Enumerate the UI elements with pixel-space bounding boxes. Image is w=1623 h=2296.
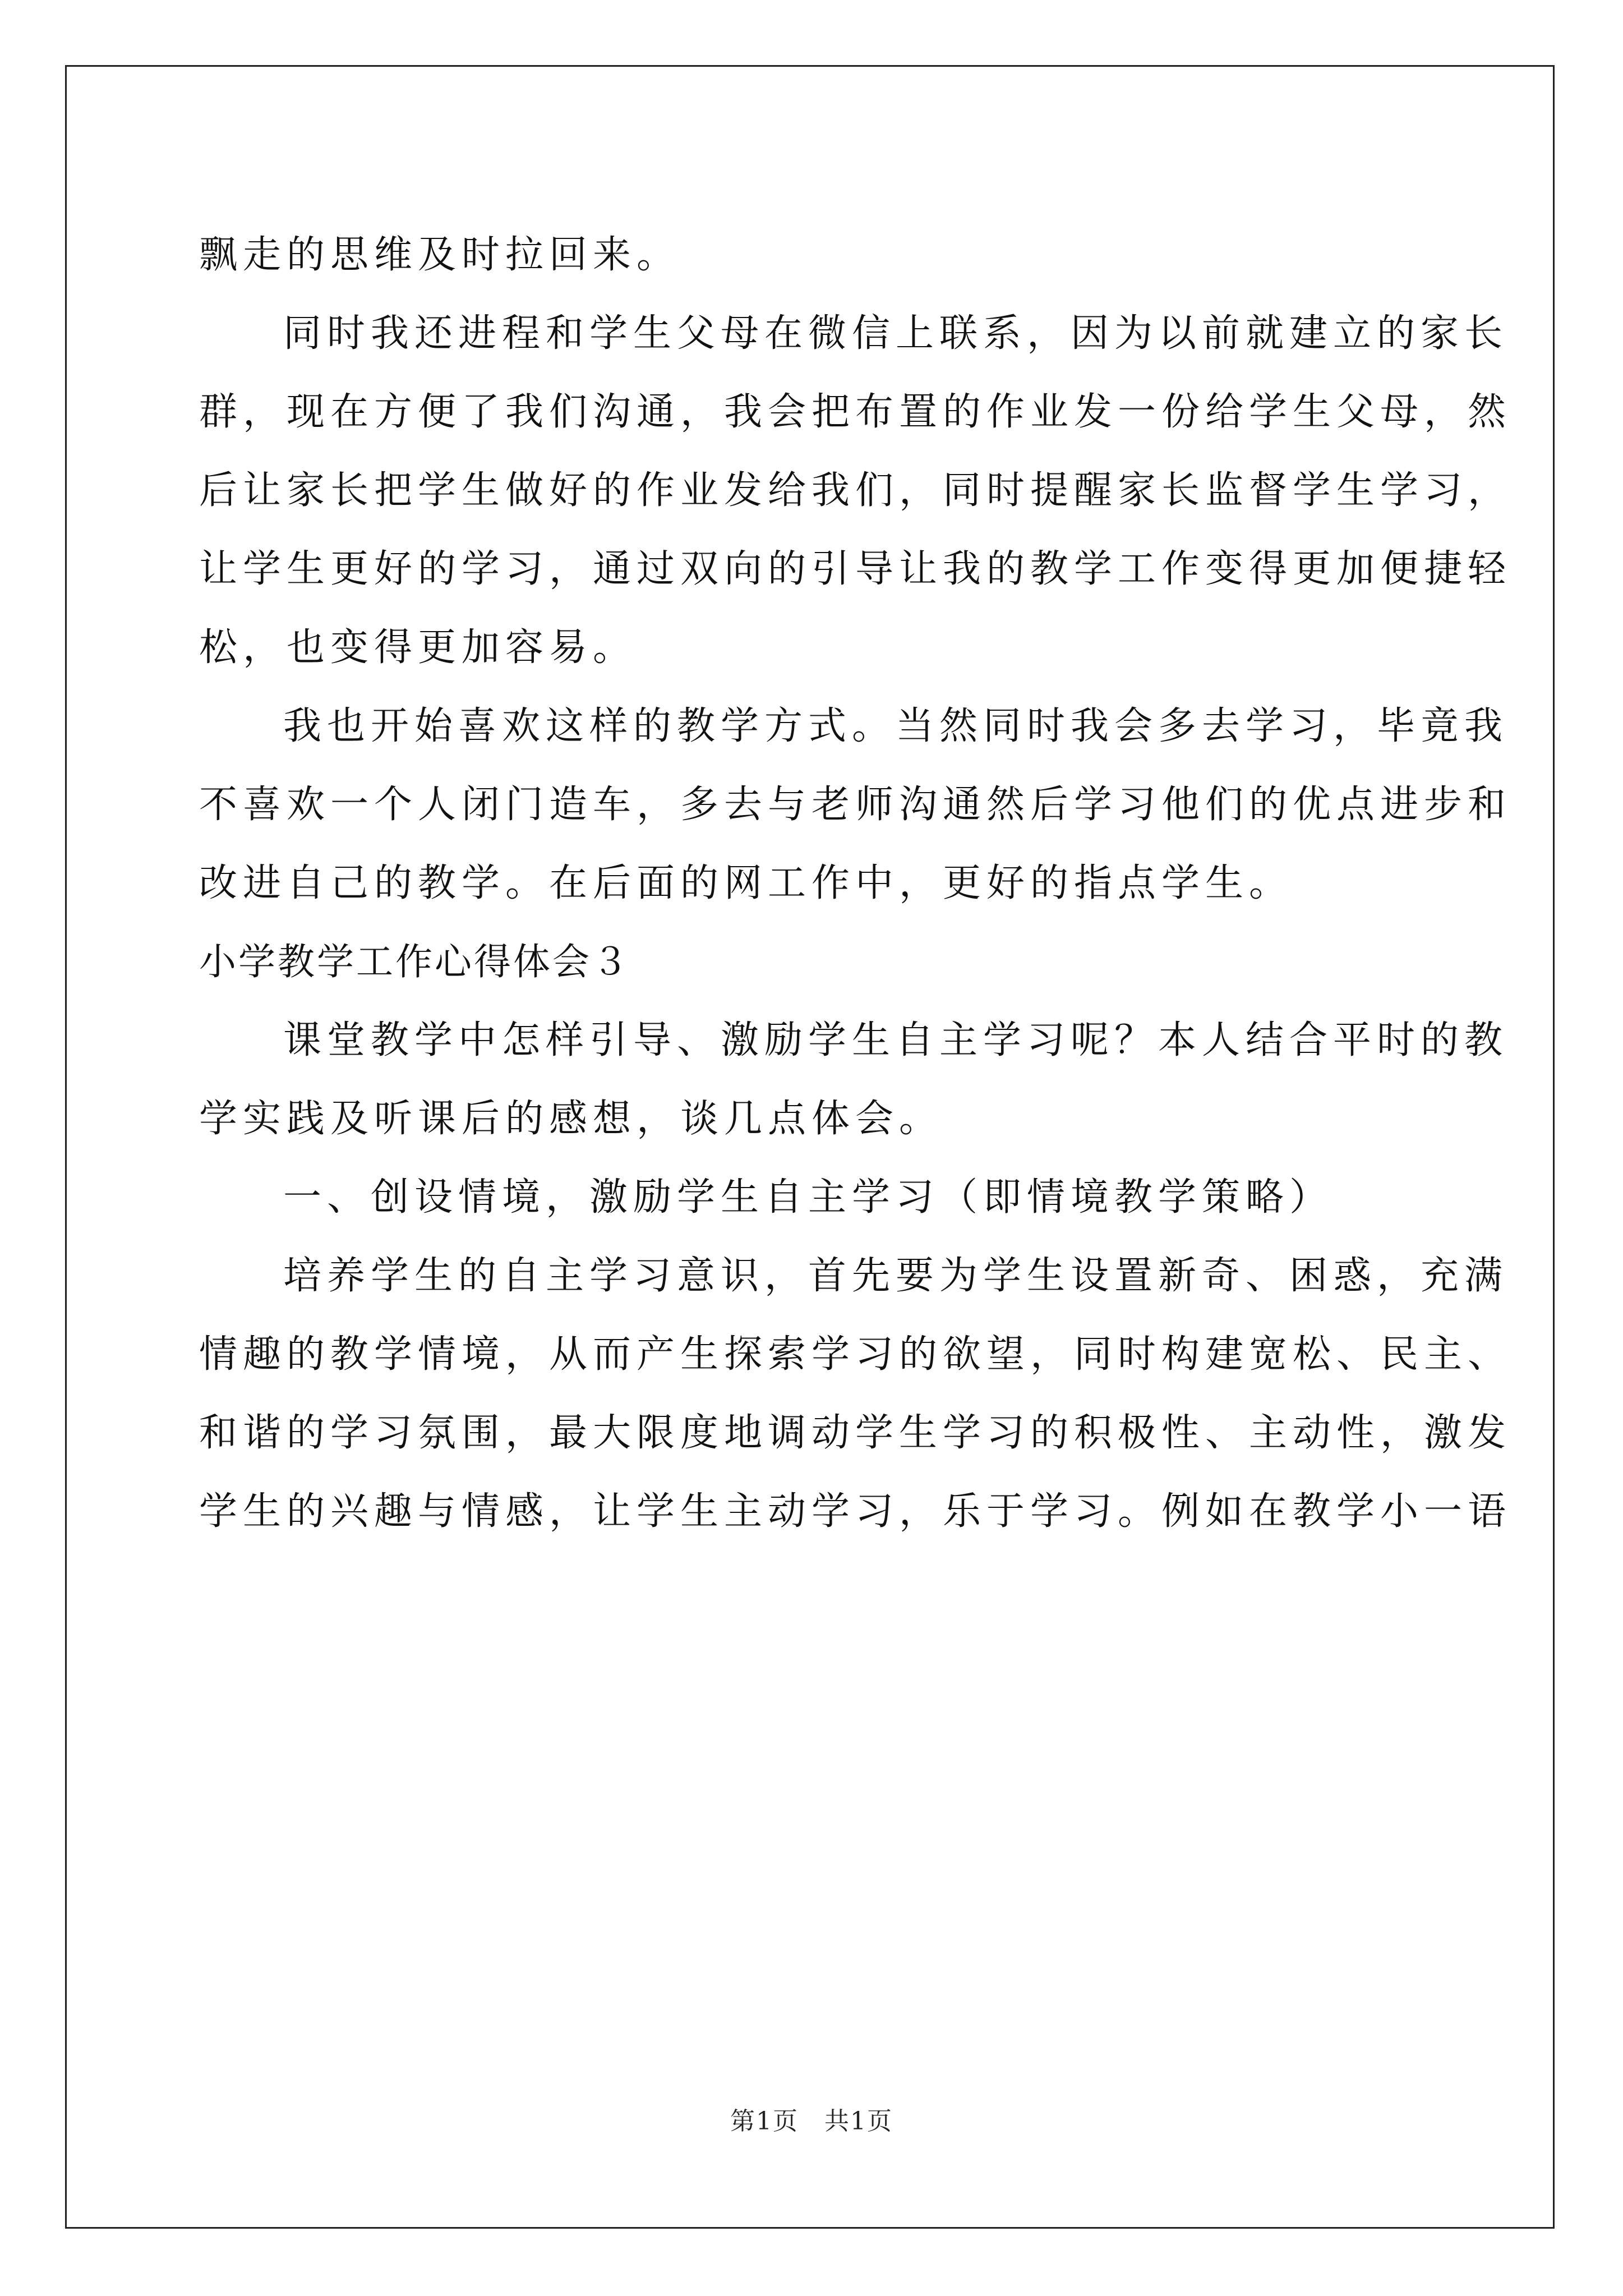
text-line-15: 情趣的教学情境，从而产生探索学习的欲望，同时构建宽松、民主、: [199, 1332, 1512, 1377]
text-line-1: 飘走的思维及时拉回来。: [199, 233, 681, 277]
text-line-6: 松，也变得更加容易。: [199, 625, 637, 670]
text-line-16: 和谐的学习氛围，最大限度地调动学生学习的积极性、主动性，激发: [199, 1411, 1512, 1455]
text-line-3: 群，现在方便了我们沟通，我会把布置的作业发一份给学生父母，然: [199, 390, 1512, 434]
text-line-8: 不喜欢一个人闭门造车，多去与老师沟通然后学习他们的优点进步和: [199, 783, 1512, 827]
page-number-footer: 第1页 共1页: [730, 2107, 893, 2136]
document-body: [199, 216, 1512, 1551]
text-line-9: 改进自己的教学。在后面的网工作中，更好的指点学生。: [199, 861, 1293, 905]
text-line-17: 学生的兴趣与情感，让学生主动学习，乐于学习。例如在教学小一语: [199, 1489, 1512, 1534]
text-line-2: 同时我还进程和学生父母在微信上联系，因为以前就建立的家长: [283, 311, 1509, 356]
text-line-7: 我也开始喜欢这样的教学方式。当然同时我会多去学习，毕竟我: [283, 704, 1509, 748]
text-line-14: 培养学生的自主学习意识，首先要为学生设置新奇、困惑，充满: [283, 1254, 1509, 1298]
section-heading: 小学教学工作心得体会３: [199, 940, 631, 983]
text-line-5: 让学生更好的学习，通过双向的引导让我的教学工作变得更加便捷轻: [199, 547, 1512, 591]
subheading: 一、创设情境，激励学生自主学习（即情境教学策略）: [283, 1175, 1334, 1220]
text-line-11: 课堂教学中怎样引导、激励学生自主学习呢？本人结合平时的教: [283, 1018, 1509, 1062]
text-line-4: 后让家长把学生做好的作业发给我们，同时提醒家长监督学生学习，: [199, 468, 1512, 513]
text-line-12: 学实践及听课后的感想，谈几点体会。: [199, 1097, 943, 1141]
